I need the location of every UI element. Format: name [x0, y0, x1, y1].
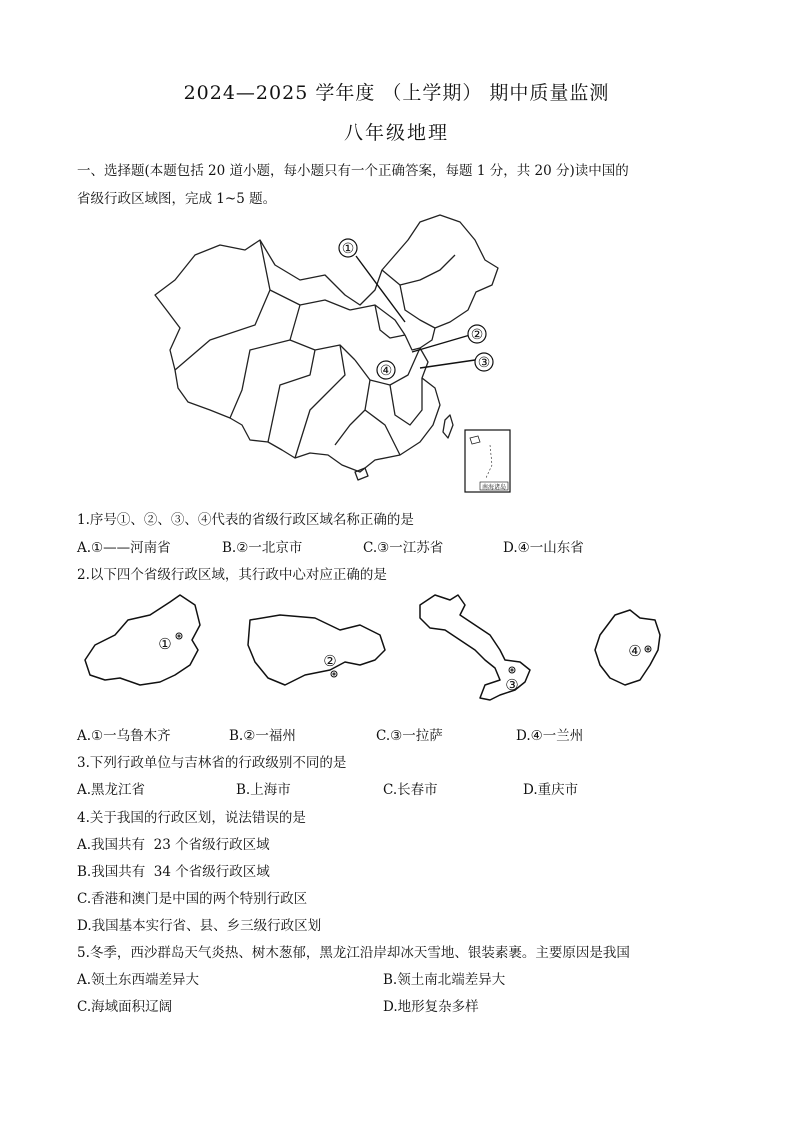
q2-option-c: C.③一拉萨 [376, 728, 443, 744]
q3-option-a: A.黑龙江省 [77, 782, 146, 798]
question-3-stem: 3.下列行政单位与吉林省的行政级别不同的是 [77, 755, 347, 771]
q5-option-d: D.地形复杂多样 [383, 999, 479, 1015]
province-label-2: ② [323, 652, 337, 670]
q4-option-a: A.我国共有 23 个省级行政区域 [77, 837, 270, 853]
q4-option-d: D.我国基本实行省、县、乡三级行政区划 [77, 918, 322, 934]
q1-option-c: C.③一江苏省 [363, 540, 444, 556]
province-label-3: ③ [505, 676, 519, 694]
question-5-stem: 5.冬季，西沙群岛天气炎热、树木葱郁，黑龙江沿岸却冰天雪地、银装素裹。主要原因是我国 [77, 945, 630, 961]
q5-option-c: C.海域面积辽阔 [77, 999, 173, 1015]
province-label-4: ④ [628, 642, 642, 660]
q3-option-d: D.重庆市 [523, 782, 579, 798]
province-shape-1 [85, 595, 200, 685]
map-label-3: ③ [477, 355, 491, 371]
intro-line-2: 省级行政区域图，完成 1~5 题。 [77, 191, 277, 207]
q1-option-b: B.②一北京市 [222, 540, 303, 556]
question-4-stem: 4.关于我国的行政区划，说法错误的是 [77, 810, 306, 826]
map-label-4: ④ [379, 363, 393, 379]
map-label-2: ② [470, 327, 484, 343]
q5-option-a: A.领土东西端差异大 [77, 972, 200, 988]
section-intro [77, 157, 717, 213]
province-label-1: ① [158, 635, 172, 653]
province-shape-2 [248, 615, 385, 685]
q2-option-b: B.②一福州 [229, 728, 296, 744]
map-label-1: ① [341, 241, 355, 257]
q3-option-c: C.长春市 [383, 782, 438, 798]
page-subtitle: 八年级地理 [343, 122, 449, 144]
q4-option-c: C.香港和澳门是中国的两个特别行政区 [77, 891, 308, 907]
south-china-sea-inset [465, 430, 510, 492]
q2-option-d: D.④一兰州 [516, 728, 584, 744]
q1-option-d: D.④一山东省 [503, 540, 584, 556]
q2-option-a: A.①一乌鲁木齐 [77, 728, 171, 744]
province-shapes [80, 590, 680, 710]
q5-option-b: B.领土南北端差异大 [383, 972, 506, 988]
intro-line-1: 一、选择题(本题包括 20 道小题，每小题只有一个正确答案，每题 1 分，共 20 分)读中国的 [77, 163, 629, 179]
inset-label: 南海诸岛 [481, 484, 507, 491]
page-title: 2024—2025 学年度 （上学期） 期中质量监测 [183, 82, 610, 104]
q1-option-a: A.①——河南省 [77, 540, 171, 556]
china-province-map [150, 210, 530, 500]
q4-option-b: B.我国共有 34 个省级行政区域 [77, 864, 270, 880]
question-2-stem: 2.以下四个省级行政区域，其行政中心对应正确的是 [77, 567, 387, 583]
q3-option-b: B.上海市 [236, 782, 291, 798]
question-1-stem: 1.序号①、②、③、④代表的省级行政区域名称正确的是 [77, 512, 414, 528]
